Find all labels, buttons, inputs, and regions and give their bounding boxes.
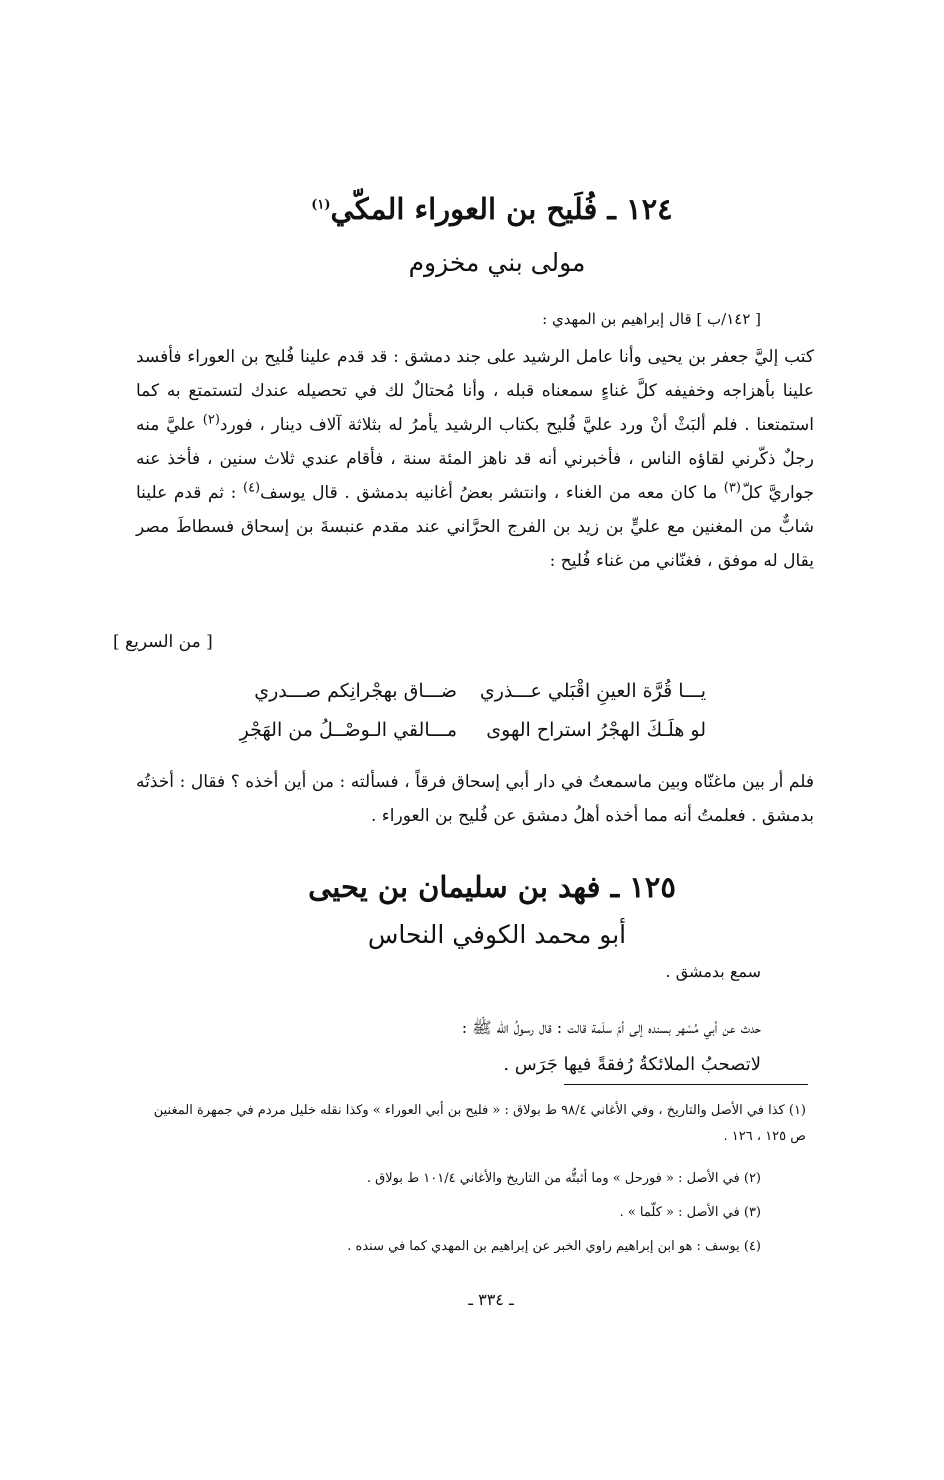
footnote-ref-1: (١)	[311, 197, 331, 213]
entry-125-line-2: حدث عن أبي مُسْهر بسنده إلى أمّ سلَمة قالت : قال رسولُ الله ﷺ :	[461, 1018, 761, 1037]
entry-124-subtitle: مولى بني مخزوم	[408, 248, 586, 277]
page-number: ـ ٣٣٤ ـ	[468, 1290, 514, 1309]
entry-125-title: ١٢٥ ـ فهد بن سليمان بن يحيى	[308, 870, 676, 904]
entry-124-title-text: ١٢٤ ـ فُلَيح بن العوراء المكّي	[330, 192, 673, 226]
entry-125-line-1: سمع بدمشق .	[665, 962, 761, 981]
source-reference: [ ١٤٢/ب ] قال إبراهيم بن المهدي :	[542, 310, 761, 328]
paragraph-part-2: عليَّ منه رجلٌ ذكّرني لقاؤه الناس ، فأخبرني أنه قد ناهز المئة سنة ، فأقام عندي ثلاث سنين ، فأخذ عنه جواريَّ كلّ	[136, 415, 815, 503]
footnote-3: (٣) في الأصل : « كلّما » .	[619, 1205, 761, 1220]
footnote-1: (١) كذا في الأصل والتاريخ ، وفي الأغاني ٩٨/٤ ط بولاق : « فليح بن أبي العوراء » وكذا نقله خليل مردم في جمهرة المغنين ص ١٢٥ ، ١٢٦ .	[153, 1103, 806, 1144]
footnote-separator	[564, 1084, 808, 1085]
entry-124-closing	[136, 765, 814, 833]
verse-1-first-hemistich: يـــا قُرَّة العينِ اقْبَلي عـــذري	[479, 680, 706, 702]
footnote-ref-2: (٢)	[202, 412, 220, 428]
poetic-meter: [ من السريع ]	[113, 632, 213, 652]
paragraph-part-3: ما كان معه من الغناء ، وانتشر بعضُ أغانيه بدمشق . قال يوسف	[260, 483, 724, 503]
entry-125-line-3: لاتصحبُ الملائكةُ رُفقةً فيها جَرَس .	[503, 1054, 761, 1075]
entry-124-paragraph	[136, 340, 814, 578]
footnote-4: (٤) يوسف : هو ابن إبراهيم راوي الخبر عن إبراهيم بن المهدي كما في سنده .	[347, 1239, 761, 1254]
paragraph-part-4: : ثم قدم علينا شابٌّ من المغنين مع عليٍّ بن زيد بن الفرج الحرَّاني عند مقدم عنبسةَ بن إسحاق فسطاطَ مصر يقال له موفق ، فغنّاني من غناء فُليح :	[136, 483, 814, 571]
footnote-ref-4: (٤)	[242, 480, 261, 496]
verse-2-second-hemistich: مـــالقي الـوصْــلُ من الهَجْرِ	[239, 719, 457, 741]
entry-124-title	[0, 192, 944, 226]
verse-1-second-hemistich: ضـــاق بهجْرانِكم صـــدري	[254, 680, 457, 702]
closing-paragraph: فلم أر بين ماغنّاه وبين ماسمعتُ في دار أبي إسحاق فرقاً ، فسألته : من أين أخذه ؟ فقال : أخذتُه بدمشق . فعلمتُ أنه مما أخذه أهلُ دمشق عن فُليح بن العوراء .	[136, 772, 814, 826]
footnote-ref-3: (٣)	[723, 480, 741, 496]
entry-125-subtitle: أبو محمد الكوفي النحاس	[367, 920, 627, 949]
footnote-2: (٢) في الأصل : « فورحل » وما أثبتُّه من التاريخ والأغاني ١٠١/٤ ط بولاق .	[366, 1171, 761, 1186]
verse-2-first-hemistich: لو هلَـكَ الهجْرُ استراح الهوى	[486, 719, 706, 741]
entry-124-body	[136, 340, 814, 578]
paragraph-part-1: كتب إليَّ جعفر بن يحيى وأنا عامل الرشيد على جند دمشق : قد قدم علينا فُليح بن العوراء فأفسد علينا بأهزاجه وخفيفه كلَّ غناءٍ سمعناه قبله ، وأنا مُحتالٌ لك في تحصيله عندك لتستمتع به كما استمتعنا . فلم ألبَثْ أنْ ورد عليَّ فُليح بكتاب الرشيد يأمرُ له بثلاثة آلاف دينار ، فورد	[136, 347, 814, 435]
